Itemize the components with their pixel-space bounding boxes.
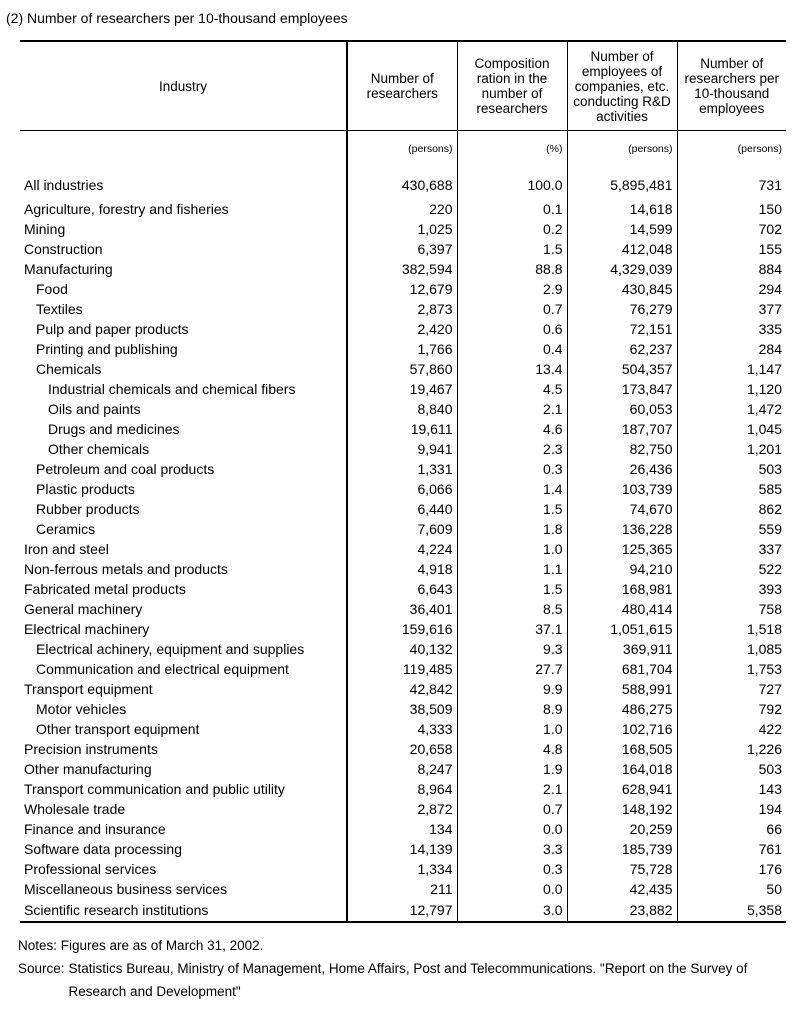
table-row [20, 699, 786, 719]
cell-per-10k: 377 [677, 299, 786, 319]
cell-per-10k: 335 [677, 319, 786, 339]
cell-composition-ratio: 2.1 [457, 779, 567, 799]
cell-per-10k: 294 [677, 279, 786, 299]
unit-employees: (persons) [567, 131, 677, 172]
unit-researchers: (persons) [347, 131, 457, 172]
table-row [20, 459, 786, 479]
cell-industry: Professional services [24, 861, 157, 877]
cell-per-10k: 284 [677, 339, 786, 359]
header-composition-ratio: Composition ration in the number of researchers [457, 41, 567, 131]
cell-employees: 486,275 [567, 699, 677, 719]
cell-researchers: 8,247 [347, 759, 457, 779]
cell-composition-ratio: 88.8 [457, 259, 567, 279]
cell-composition-ratio: 3.3 [457, 839, 567, 859]
unit-composition-ratio: (%) [457, 131, 567, 172]
cell-researchers: 2,872 [347, 799, 457, 819]
cell-researchers: 119,485 [347, 659, 457, 679]
table-row [20, 539, 786, 559]
cell-researchers: 6,397 [347, 239, 457, 259]
cell-per-10k: 727 [677, 679, 786, 699]
cell-per-10k: 1,472 [677, 399, 786, 419]
cell-composition-ratio: 0.0 [457, 879, 567, 899]
cell-industry: Other chemicals [48, 441, 150, 457]
header-row [20, 41, 786, 131]
table-row [20, 499, 786, 519]
table-title: (2) Number of researchers per 10-thousand employees [6, 10, 348, 26]
cell-employees: 588,991 [567, 679, 677, 699]
cell-composition-ratio: 3.0 [457, 899, 567, 922]
cell-composition-ratio: 2.9 [457, 279, 567, 299]
cell-industry: Other transport equipment [36, 721, 200, 737]
cell-composition-ratio: 100.0 [457, 171, 567, 199]
cell-composition-ratio: 0.7 [457, 299, 567, 319]
cell-employees: 74,670 [567, 499, 677, 519]
cell-researchers: 14,139 [347, 839, 457, 859]
cell-per-10k: 1,753 [677, 659, 786, 679]
table-row [20, 419, 786, 439]
table-row [20, 659, 786, 679]
cell-industry: Scientific research institutions [24, 902, 209, 918]
cell-per-10k: 66 [677, 819, 786, 839]
header-employees: Number of employees of companies, etc. conducting R&D activities [567, 41, 677, 131]
table-row [20, 599, 786, 619]
cell-researchers: 9,941 [347, 439, 457, 459]
cell-composition-ratio: 9.3 [457, 639, 567, 659]
cell-industry: Petroleum and coal products [36, 461, 215, 477]
cell-composition-ratio: 37.1 [457, 619, 567, 639]
cell-employees: 185,739 [567, 839, 677, 859]
cell-composition-ratio: 8.9 [457, 699, 567, 719]
cell-researchers: 134 [347, 819, 457, 839]
cell-researchers: 57,860 [347, 359, 457, 379]
cell-per-10k: 862 [677, 499, 786, 519]
cell-composition-ratio: 0.3 [457, 859, 567, 879]
cell-employees: 5,895,481 [567, 171, 677, 199]
header-researchers: Number of researchers [347, 41, 457, 131]
cell-per-10k: 731 [677, 171, 786, 199]
table-row [20, 439, 786, 459]
table-row [20, 339, 786, 359]
cell-composition-ratio: 0.7 [457, 799, 567, 819]
cell-employees: 76,279 [567, 299, 677, 319]
cell-industry: Drugs and medicines [48, 421, 180, 437]
cell-per-10k: 1,085 [677, 639, 786, 659]
table-row [20, 879, 786, 899]
source-text: Statistics Bureau, Ministry of Management, Home Affairs, Post and Telecommunications. "Report on the Survey of Research and Development" [68, 961, 748, 999]
cell-employees: 62,237 [567, 339, 677, 359]
cell-industry: Ceramics [36, 521, 96, 537]
cell-employees: 102,716 [567, 719, 677, 739]
cell-composition-ratio: 4.8 [457, 739, 567, 759]
cell-employees: 369,911 [567, 639, 677, 659]
cell-researchers: 211 [347, 879, 457, 899]
cell-employees: 14,599 [567, 219, 677, 239]
table-row [20, 279, 786, 299]
cell-researchers: 2,873 [347, 299, 457, 319]
cell-industry: Transport equipment [24, 681, 153, 697]
cell-researchers: 220 [347, 199, 457, 219]
cell-industry: Manufacturing [24, 261, 113, 277]
notes-block [18, 934, 788, 1003]
cell-composition-ratio: 1.4 [457, 479, 567, 499]
cell-composition-ratio: 1.0 [457, 539, 567, 559]
cell-researchers: 12,679 [347, 279, 457, 299]
cell-employees: 136,228 [567, 519, 677, 539]
cell-per-10k: 585 [677, 479, 786, 499]
cell-researchers: 4,333 [347, 719, 457, 739]
cell-per-10k: 522 [677, 559, 786, 579]
table-row [20, 899, 786, 922]
cell-researchers: 159,616 [347, 619, 457, 639]
table-row [20, 839, 786, 859]
cell-industry: Precision instruments [24, 741, 158, 757]
cell-per-10k: 503 [677, 459, 786, 479]
table-row [20, 619, 786, 639]
cell-industry: Rubber products [36, 501, 140, 517]
cell-per-10k: 559 [677, 519, 786, 539]
cell-per-10k: 1,045 [677, 419, 786, 439]
cell-composition-ratio: 1.9 [457, 759, 567, 779]
cell-composition-ratio: 0.1 [457, 199, 567, 219]
cell-per-10k: 50 [677, 879, 786, 899]
notes-text: Notes: Figures are as of March 31, 2002. [18, 938, 264, 953]
cell-industry: Chemicals [36, 361, 102, 377]
cell-researchers: 8,840 [347, 399, 457, 419]
cell-researchers: 1,331 [347, 459, 457, 479]
cell-employees: 72,151 [567, 319, 677, 339]
cell-employees: 42,435 [567, 879, 677, 899]
cell-employees: 60,053 [567, 399, 677, 419]
table-row [20, 359, 786, 379]
cell-industry: Oils and paints [48, 401, 141, 417]
table-row [20, 199, 786, 219]
cell-industry: Construction [24, 241, 103, 257]
cell-employees: 82,750 [567, 439, 677, 459]
cell-composition-ratio: 1.0 [457, 719, 567, 739]
cell-per-10k: 194 [677, 799, 786, 819]
cell-employees: 23,882 [567, 899, 677, 922]
cell-per-10k: 422 [677, 719, 786, 739]
table-row [20, 319, 786, 339]
cell-per-10k: 393 [677, 579, 786, 599]
cell-per-10k: 1,226 [677, 739, 786, 759]
cell-per-10k: 155 [677, 239, 786, 259]
cell-industry: Software data processing [24, 841, 182, 857]
cell-researchers: 42,842 [347, 679, 457, 699]
table-row [20, 519, 786, 539]
cell-per-10k: 503 [677, 759, 786, 779]
cell-employees: 94,210 [567, 559, 677, 579]
cell-composition-ratio: 27.7 [457, 659, 567, 679]
cell-researchers: 6,066 [347, 479, 457, 499]
cell-per-10k: 150 [677, 199, 786, 219]
cell-employees: 187,707 [567, 419, 677, 439]
table-row [20, 739, 786, 759]
cell-industry: Fabricated metal products [24, 581, 186, 597]
cell-industry: Wholesale trade [24, 801, 126, 817]
cell-researchers: 7,609 [347, 519, 457, 539]
table-row [20, 171, 786, 199]
cell-composition-ratio: 1.8 [457, 519, 567, 539]
cell-researchers: 4,918 [347, 559, 457, 579]
cell-employees: 164,018 [567, 759, 677, 779]
cell-per-10k: 1,518 [677, 619, 786, 639]
cell-employees: 14,618 [567, 199, 677, 219]
table-row [20, 799, 786, 819]
researchers-table [20, 40, 786, 923]
cell-industry: All industries [24, 177, 104, 193]
cell-researchers: 4,224 [347, 539, 457, 559]
cell-industry: Agriculture, forestry and fisheries [24, 201, 229, 217]
cell-composition-ratio: 13.4 [457, 359, 567, 379]
cell-per-10k: 143 [677, 779, 786, 799]
source-line [18, 957, 788, 1003]
table-row [20, 239, 786, 259]
table-row [20, 779, 786, 799]
cell-researchers: 12,797 [347, 899, 457, 922]
cell-industry: Transport communication and public utility [24, 781, 285, 797]
cell-industry: Finance and insurance [24, 821, 166, 837]
cell-per-10k: 792 [677, 699, 786, 719]
cell-employees: 480,414 [567, 599, 677, 619]
table-row [20, 679, 786, 699]
cell-composition-ratio: 4.5 [457, 379, 567, 399]
cell-per-10k: 1,201 [677, 439, 786, 459]
table-row [20, 859, 786, 879]
cell-industry: Miscellaneous business services [24, 881, 228, 897]
cell-employees: 681,704 [567, 659, 677, 679]
cell-employees: 4,329,039 [567, 259, 677, 279]
cell-per-10k: 1,147 [677, 359, 786, 379]
table-row [20, 259, 786, 279]
cell-employees: 103,739 [567, 479, 677, 499]
cell-researchers: 1,025 [347, 219, 457, 239]
cell-researchers: 40,132 [347, 639, 457, 659]
cell-composition-ratio: 0.0 [457, 819, 567, 839]
cell-industry: Motor vehicles [36, 701, 127, 717]
cell-composition-ratio: 0.4 [457, 339, 567, 359]
cell-per-10k: 761 [677, 839, 786, 859]
cell-researchers: 382,594 [347, 259, 457, 279]
table-row [20, 579, 786, 599]
cell-employees: 628,941 [567, 779, 677, 799]
header-industry: Industry [20, 41, 347, 131]
cell-composition-ratio: 2.3 [457, 439, 567, 459]
cell-per-10k: 884 [677, 259, 786, 279]
cell-industry: Printing and publishing [36, 341, 178, 357]
cell-researchers: 8,964 [347, 779, 457, 799]
cell-industry: Pulp and paper products [36, 321, 189, 337]
cell-industry: Electrical machinery [24, 621, 150, 637]
table-row [20, 479, 786, 499]
table-body [20, 131, 786, 923]
cell-employees: 412,048 [567, 239, 677, 259]
cell-composition-ratio: 1.5 [457, 579, 567, 599]
units-row [20, 131, 786, 172]
cell-per-10k: 176 [677, 859, 786, 879]
cell-industry: Textiles [36, 301, 83, 317]
cell-researchers: 20,658 [347, 739, 457, 759]
cell-employees: 20,259 [567, 819, 677, 839]
cell-industry: Mining [24, 221, 66, 237]
table-row [20, 759, 786, 779]
table-row [20, 299, 786, 319]
cell-per-10k: 337 [677, 539, 786, 559]
cell-industry: Plastic products [36, 481, 135, 497]
cell-employees: 1,051,615 [567, 619, 677, 639]
cell-employees: 75,728 [567, 859, 677, 879]
cell-researchers: 1,766 [347, 339, 457, 359]
cell-industry: Electrical achinery, equipment and supplies [36, 641, 305, 657]
cell-employees: 430,845 [567, 279, 677, 299]
cell-composition-ratio: 4.6 [457, 419, 567, 439]
cell-composition-ratio: 1.1 [457, 559, 567, 579]
cell-composition-ratio: 0.3 [457, 459, 567, 479]
cell-employees: 26,436 [567, 459, 677, 479]
cell-employees: 173,847 [567, 379, 677, 399]
cell-researchers: 2,420 [347, 319, 457, 339]
cell-researchers: 19,611 [347, 419, 457, 439]
cell-industry: Non-ferrous metals and products [24, 561, 228, 577]
cell-industry: Iron and steel [24, 541, 109, 557]
table-row [20, 399, 786, 419]
cell-per-10k: 702 [677, 219, 786, 239]
cell-employees: 168,505 [567, 739, 677, 759]
cell-per-10k: 1,120 [677, 379, 786, 399]
cell-industry: Other manufacturing [24, 761, 152, 777]
cell-composition-ratio: 9.9 [457, 679, 567, 699]
cell-employees: 504,357 [567, 359, 677, 379]
cell-composition-ratio: 8.5 [457, 599, 567, 619]
table-row [20, 639, 786, 659]
cell-composition-ratio: 1.5 [457, 499, 567, 519]
cell-industry: Industrial chemicals and chemical fibers [48, 381, 296, 397]
cell-researchers: 38,509 [347, 699, 457, 719]
cell-industry: Food [36, 281, 68, 297]
table-row [20, 559, 786, 579]
cell-per-10k: 5,358 [677, 899, 786, 922]
cell-composition-ratio: 1.5 [457, 239, 567, 259]
table-row [20, 819, 786, 839]
cell-employees: 125,365 [567, 539, 677, 559]
table-row [20, 379, 786, 399]
cell-industry: General machinery [24, 601, 143, 617]
cell-researchers: 6,643 [347, 579, 457, 599]
cell-researchers: 6,440 [347, 499, 457, 519]
header-per-10k: Number of researchers per 10-thousand employees [677, 41, 786, 131]
table-row [20, 719, 786, 739]
source-label: Source: [18, 961, 65, 976]
cell-composition-ratio: 2.1 [457, 399, 567, 419]
table-row [20, 219, 786, 239]
cell-employees: 148,192 [567, 799, 677, 819]
unit-per-10k: (persons) [677, 131, 786, 172]
cell-composition-ratio: 0.2 [457, 219, 567, 239]
cell-researchers: 430,688 [347, 171, 457, 199]
cell-researchers: 36,401 [347, 599, 457, 619]
cell-industry: Communication and electrical equipment [36, 661, 289, 677]
cell-composition-ratio: 0.6 [457, 319, 567, 339]
cell-employees: 168,981 [567, 579, 677, 599]
cell-researchers: 19,467 [347, 379, 457, 399]
cell-per-10k: 758 [677, 599, 786, 619]
cell-researchers: 1,334 [347, 859, 457, 879]
units-blank [20, 131, 347, 172]
